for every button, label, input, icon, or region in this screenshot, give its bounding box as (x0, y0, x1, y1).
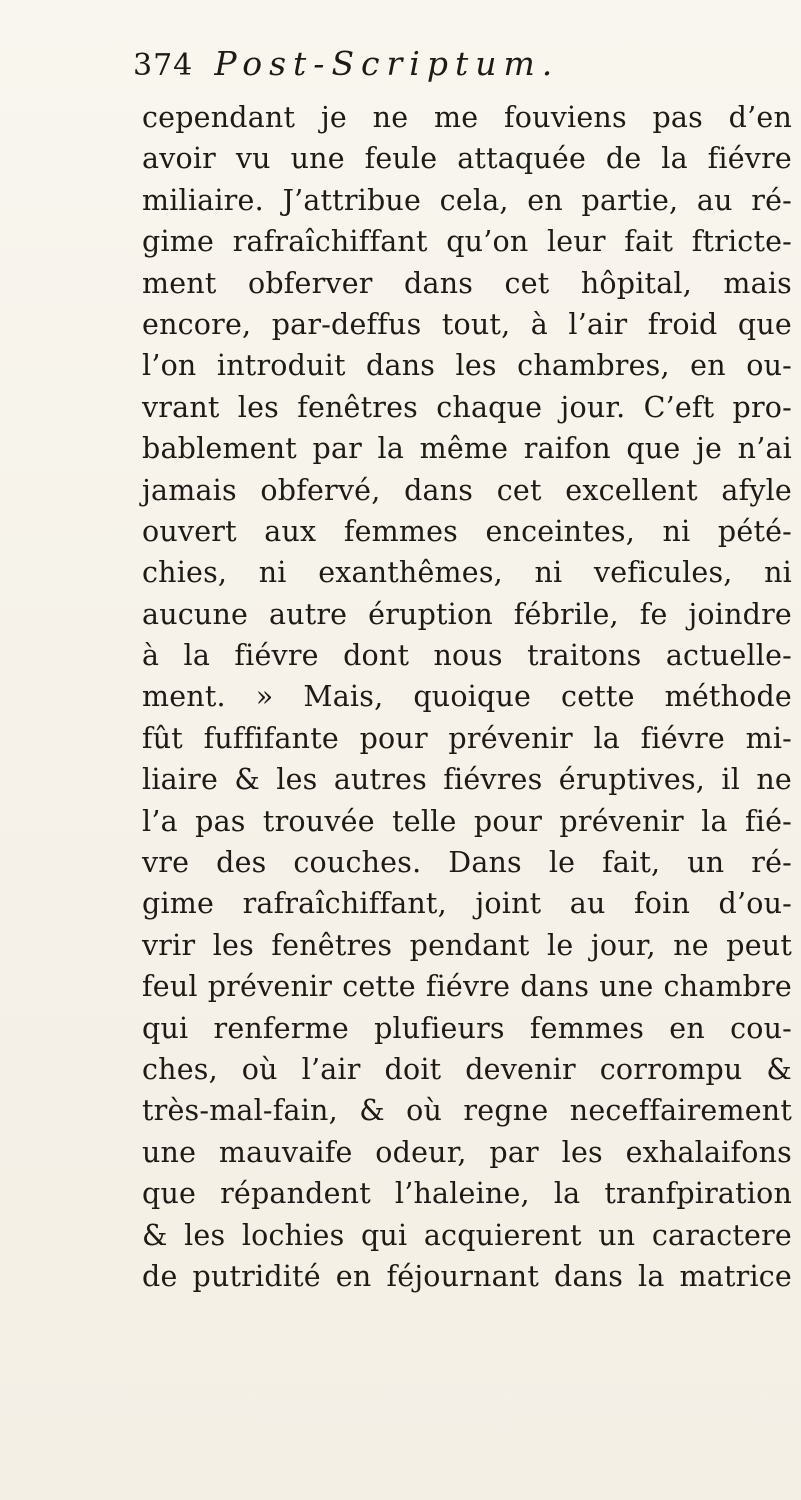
text-line: jamais obfervé, dans cet excellent afyle (142, 473, 792, 507)
text-line: gime rafraîchiffant, joint au foin d’ou- (142, 887, 792, 921)
text-line: à la fiévre dont nous traitons actuelle- (142, 639, 792, 673)
text-line: que répandent l’haleine, la tranfpiration (142, 1177, 792, 1211)
text-line: vrant les fenêtres chaque jour. C’eft pro- (142, 390, 792, 424)
text-line: vrir les fenêtres pendant le jour, ne peut (142, 928, 792, 962)
body-text (142, 97, 792, 1297)
text-line: gime rafraîchiffant qu’on leur fait ftricte- (142, 225, 792, 259)
text-line: de putridité en féjournant dans la matrice (142, 1259, 792, 1293)
text-line: une mauvaife odeur, par les exhalaifons (142, 1135, 792, 1169)
text-line: miliaire. J’attribue cela, en partie, au ré- (142, 183, 792, 217)
text-line: l’on introduit dans les chambres, en ou- (142, 349, 792, 383)
text-line: encore, par-deffus tout, à l’air froid que (142, 307, 792, 341)
text-line: l’a pas trouvée telle pour prévenir la fié- (142, 804, 792, 838)
text-line: chies, ni exanthêmes, ni veficules, ni (142, 556, 792, 590)
text-line: qui renferme plufieurs femmes en cou- (142, 1011, 792, 1045)
text-line: avoir vu une feule attaquée de la fiévre (142, 142, 792, 176)
page-number: 374 (133, 48, 194, 83)
text-line: ouvert aux femmes enceintes, ni pété- (142, 514, 792, 548)
text-line: bablement par la même raifon que je n’ai (142, 432, 792, 466)
text-line: ment. » Mais, quoique cette méthode (142, 680, 792, 714)
text-line: cependant je ne me fouviens pas d’en (142, 101, 792, 134)
page-header (133, 44, 773, 94)
text-line: feul prévenir cette fiévre dans une chambre (142, 970, 792, 1004)
text-line: aucune autre éruption fébrile, fe joindre (142, 597, 792, 631)
running-head: Post-Scriptum. (214, 44, 560, 83)
text-line: ment obferver dans cet hôpital, mais (142, 266, 792, 300)
text-line: vre des couches. Dans le fait, un ré- (142, 846, 792, 880)
text-line: fût fuffifante pour prévenir la fiévre mi- (142, 721, 792, 755)
text-line: & les lochies qui acquierent un caractere (142, 1218, 792, 1252)
text-line: très-mal-fain, & où regne neceffairement (142, 1094, 792, 1128)
text-line: ches, où l’air doit devenir corrompu & (142, 1052, 792, 1086)
text-line: liaire & les autres fiévres éruptives, il ne (142, 763, 792, 797)
